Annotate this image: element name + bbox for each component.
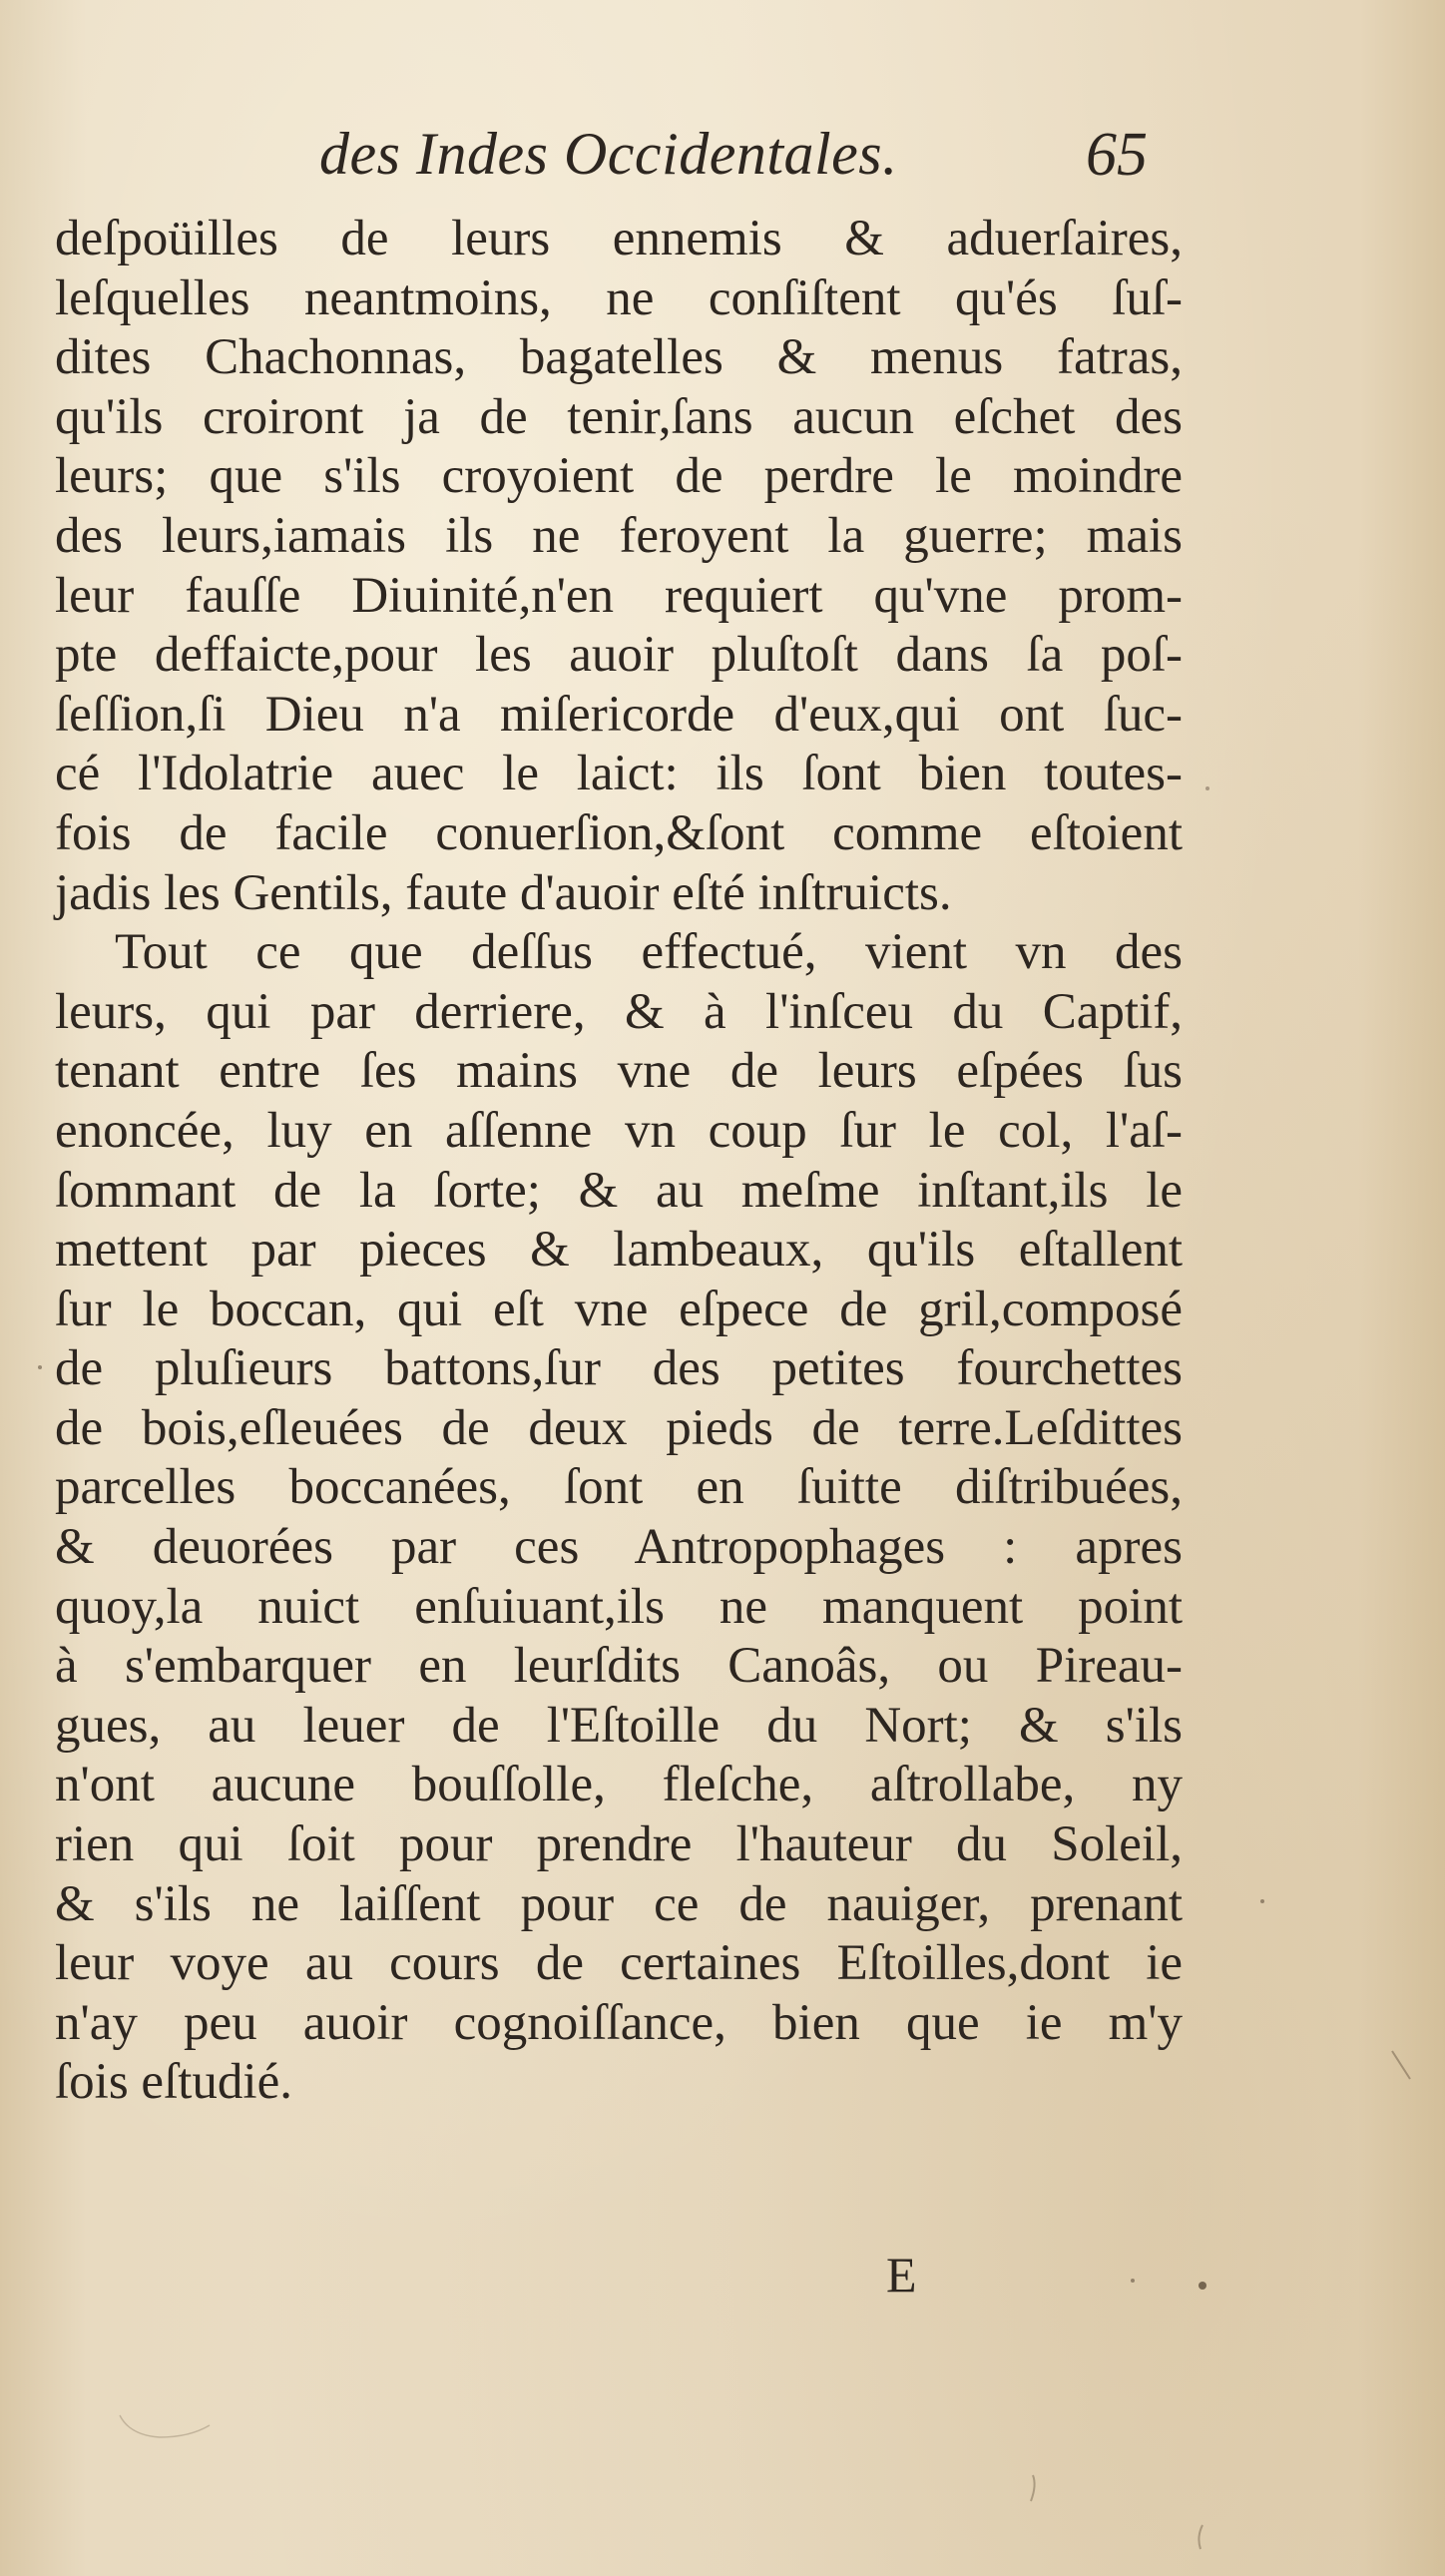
text-line: gues, au leuer de l'Eſtoille du Nort; & s'ils — [55, 1697, 1183, 1754]
text-line: n'ont aucune bouſſolle, fleſche, aſtrollabe, ny — [55, 1757, 1183, 1813]
text-line: tenant entre ſes mains vne de leurs eſpées ſus — [55, 1043, 1183, 1100]
paper-speck — [1260, 1899, 1264, 1903]
text-line: leur voye au cours de certaines Eſtoilles,dont ie — [55, 1935, 1183, 1992]
text-line: Tout ce que deſſus effectué, vient vn des — [115, 924, 1183, 981]
paper-speck — [38, 1365, 42, 1369]
text-line: leurs, qui par derriere, & à l'inſceu du Captif, — [55, 983, 1183, 1040]
text-line: de bois,eſleuées de deux pieds de terre.Leſdittes — [55, 1399, 1183, 1456]
text-line: ſur le boccan, qui eſt vne eſpece de gril,composé — [55, 1281, 1183, 1337]
text-line: parcelles boccanées, ſont en ſuitte diſtribuées, — [55, 1459, 1183, 1516]
text-line: ſommant de la ſorte; & au meſme inſtant,ils le — [55, 1162, 1183, 1219]
text-line: deſpoüilles de leurs ennemis & aduerſaires, — [55, 211, 1183, 266]
text-line: rien qui ſoit pour prendre l'hauteur du Soleil, — [55, 1816, 1183, 1873]
text-line: qu'ils croiront ja de tenir,ſans aucun eſchet des — [55, 388, 1183, 445]
text-line: quoy,la nuict enſuiuant,ils ne manquent point — [55, 1578, 1183, 1635]
text-line: ſois eſtudié. — [55, 2054, 292, 2111]
text-line: n'ay peu auoir cognoiſſance, bien que ie m'y — [55, 1994, 1183, 2051]
text-line: mettent par pieces & lambeaux, qu'ils eſtallent — [55, 1222, 1183, 1279]
text-line: à s'embarquer en leurſdits Canoâs, ou Pireau- — [55, 1638, 1183, 1695]
text-line: cé l'Idolatrie auec le laict: ils ſont bien toutes- — [55, 746, 1183, 802]
paper-speck — [1205, 786, 1209, 790]
signature-mark: E — [886, 2247, 917, 2303]
text-line: pte deffaicte,pour les auoir pluſtoſt dans ſa poſ- — [55, 627, 1183, 684]
text-line: leſquelles neantmoins, ne conſiſtent qu'és ſuſ- — [55, 269, 1183, 326]
paper-mark — [1199, 2525, 1203, 2549]
text-line: dites Chachonnas, bagatelles & menus fatras, — [55, 329, 1183, 386]
text-line: de pluſieurs battons,ſur des petites fourchettes — [55, 1340, 1183, 1397]
text-line: jadis les Gentils, faute d'auoir eſté inſtruicts. — [55, 864, 952, 921]
paper-mark — [1392, 2051, 1410, 2079]
text-line: ſeſſion,ſi Dieu n'a miſericorde d'eux,qui ont ſuc- — [55, 686, 1183, 743]
paper-mark — [1031, 2475, 1035, 2501]
text-line: leur fauſſe Diuinité,n'en requiert qu'vne prom- — [55, 567, 1183, 624]
text-line: fois de facile conuerſion,&ſont comme eſtoient — [55, 804, 1183, 861]
text-line: des leurs,iamais ils ne feroyent la guerre; mais — [55, 507, 1183, 564]
paper-speck — [1131, 2279, 1135, 2283]
running-title: des Indes Occidentales. — [319, 121, 898, 187]
text-line: enoncée, luy en aſſenne vn coup ſur le col, l'aſ- — [55, 1102, 1183, 1159]
text-line: & deuorées par ces Antropophages : apres — [55, 1519, 1183, 1576]
body-text — [55, 210, 1183, 2113]
page-number: 65 — [1086, 121, 1148, 189]
paper-speck — [1199, 2282, 1206, 2290]
text-line: leurs; que s'ils croyoient de perdre le moindre — [55, 448, 1183, 505]
text-line: & s'ils ne laiſſent pour ce de nauiger, prenant — [55, 1875, 1183, 1932]
paper-mark — [120, 2415, 210, 2437]
